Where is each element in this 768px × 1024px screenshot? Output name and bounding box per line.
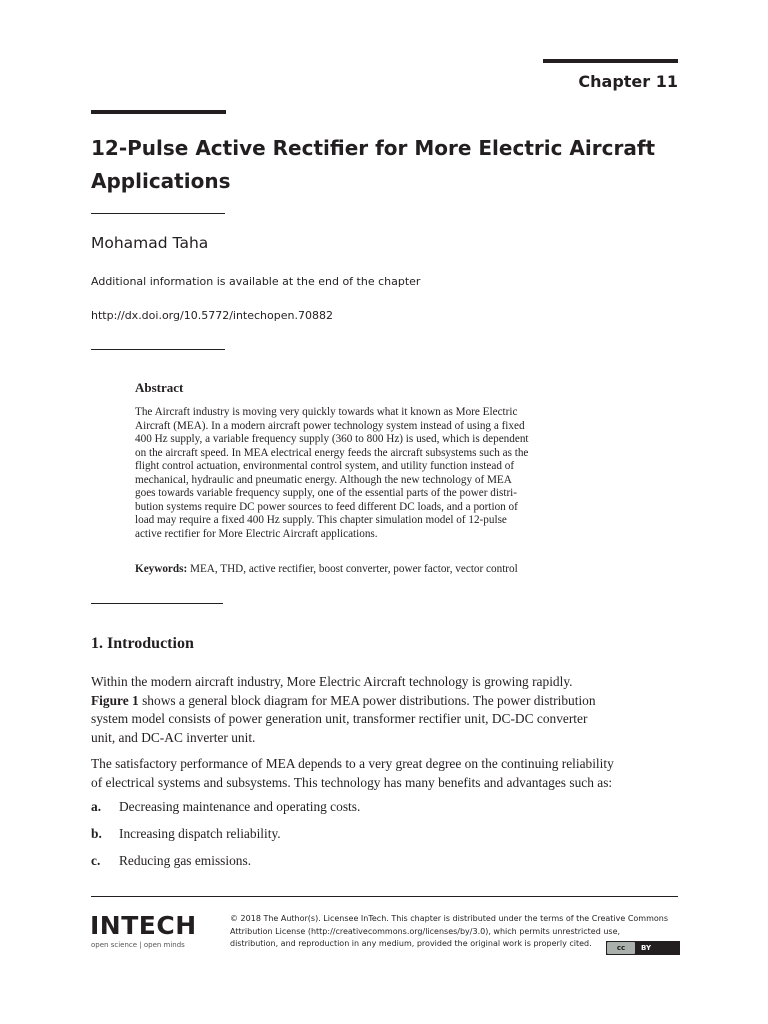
title-line-1: 12-Pulse Active Rectifier for More Electric Aircraft [91, 136, 656, 160]
abstract-line: bution systems require DC power sources to feed different DC loads, and a portion of [135, 500, 518, 513]
abstract-line: load may require a fixed 400 Hz supply. This chapter simulation model of 12-pulse [135, 514, 507, 526]
title-line-2: Applications [91, 169, 231, 193]
logo-tagline: open science | open minds [91, 941, 185, 949]
section-heading: 1. Introduction [91, 635, 194, 652]
header-bottom-rule [91, 349, 225, 350]
abstract-line: on the aircraft speed. In MEA electrical energy feeds the aircraft subsystems such as the [135, 446, 529, 459]
figure-ref-link[interactable]: Figure 1 [91, 692, 139, 708]
abstract-line: The Aircraft industry is moving very quickly towards what it known as More Electric [135, 406, 518, 418]
paragraph-line: Within the modern aircraft industry, More Electric Aircraft technology is growing rapidly. [91, 674, 573, 689]
license-line: Attribution License (http://creativecommons.org/licenses/by/3.0), which permits unrestricted use, [230, 926, 621, 936]
title-top-rule [91, 110, 226, 114]
additional-info: Additional information is available at the end of the chapter [91, 275, 421, 288]
list-text: Increasing dispatch reliability. [119, 826, 281, 841]
intro-paragraph-2 [91, 755, 678, 792]
list-item [91, 799, 360, 815]
paragraph-line: The satisfactory performance of MEA depends to a very great degree on the continuing reliability [91, 756, 614, 771]
abstract-line: 400 Hz supply, a variable frequency supply (360 to 800 Hz) is used, which is dependent [135, 433, 529, 445]
intro-paragraph-1 [91, 673, 678, 747]
abstract-body [135, 406, 609, 541]
cc-by-license-badge[interactable] [606, 941, 680, 955]
abstract-heading: Abstract [135, 380, 184, 395]
chapter-title [91, 132, 691, 198]
paragraph-line: of electrical systems and subsystems. This technology has many benefits and advantages such as: [91, 774, 613, 790]
paragraph-line [91, 692, 678, 711]
license-line: © 2018 The Author(s). Licensee InTech. This chapter is distributed under the terms of the Creative Commons [230, 914, 669, 923]
list-item [91, 826, 281, 842]
license-line: distribution, and reproduction in any medium, provided the original work is properly cited. [230, 939, 592, 948]
keywords [135, 563, 655, 575]
paragraph-line-text: shows a general block diagram for MEA power distributions. The power distribution [142, 692, 596, 708]
abstract-bottom-rule [91, 603, 223, 604]
chapter-label: Chapter 11 [578, 72, 678, 91]
doi-link[interactable]: http://dx.doi.org/10.5772/intechopen.70882 [91, 309, 333, 322]
footer-rule [91, 896, 678, 897]
title-bottom-rule [91, 213, 225, 214]
cc-icon: cc [607, 942, 635, 954]
list-marker: c. [91, 853, 101, 868]
author-name: Mohamad Taha [91, 234, 209, 252]
paragraph-line: system model consists of power generation unit, transformer rectifier unit, DC-DC converter [91, 711, 588, 726]
list-item [91, 853, 251, 869]
abstract-line: goes towards variable frequency supply, one of the essential parts of the power distri- [135, 487, 518, 499]
keywords-label: Keywords: [135, 563, 188, 575]
list-marker: a. [91, 799, 102, 814]
intech-logo: INTECH [90, 911, 197, 940]
list-text: Reducing gas emissions. [119, 853, 252, 868]
by-icon: BY [641, 944, 652, 952]
keywords-list: MEA, THD, active rectifier, boost converter, power factor, vector control [190, 563, 518, 575]
abstract-line: mechanical, hydraulic and pneumatic energy. Although the new technology of MEA [135, 473, 512, 486]
list-text: Decreasing maintenance and operating costs. [119, 799, 361, 814]
paragraph-line: unit, and DC-AC inverter unit. [91, 729, 256, 745]
abstract-line: active rectifier for More Electric Aircraft applications. [135, 527, 378, 540]
abstract-line: Aircraft (MEA). In a modern aircraft power technology system instead of using a fixed [135, 419, 525, 432]
abstract-line: flight control actuation, environmental control system, and utility function instead of [135, 460, 515, 472]
list-marker: b. [91, 826, 102, 841]
chapter-top-rule [543, 59, 678, 63]
